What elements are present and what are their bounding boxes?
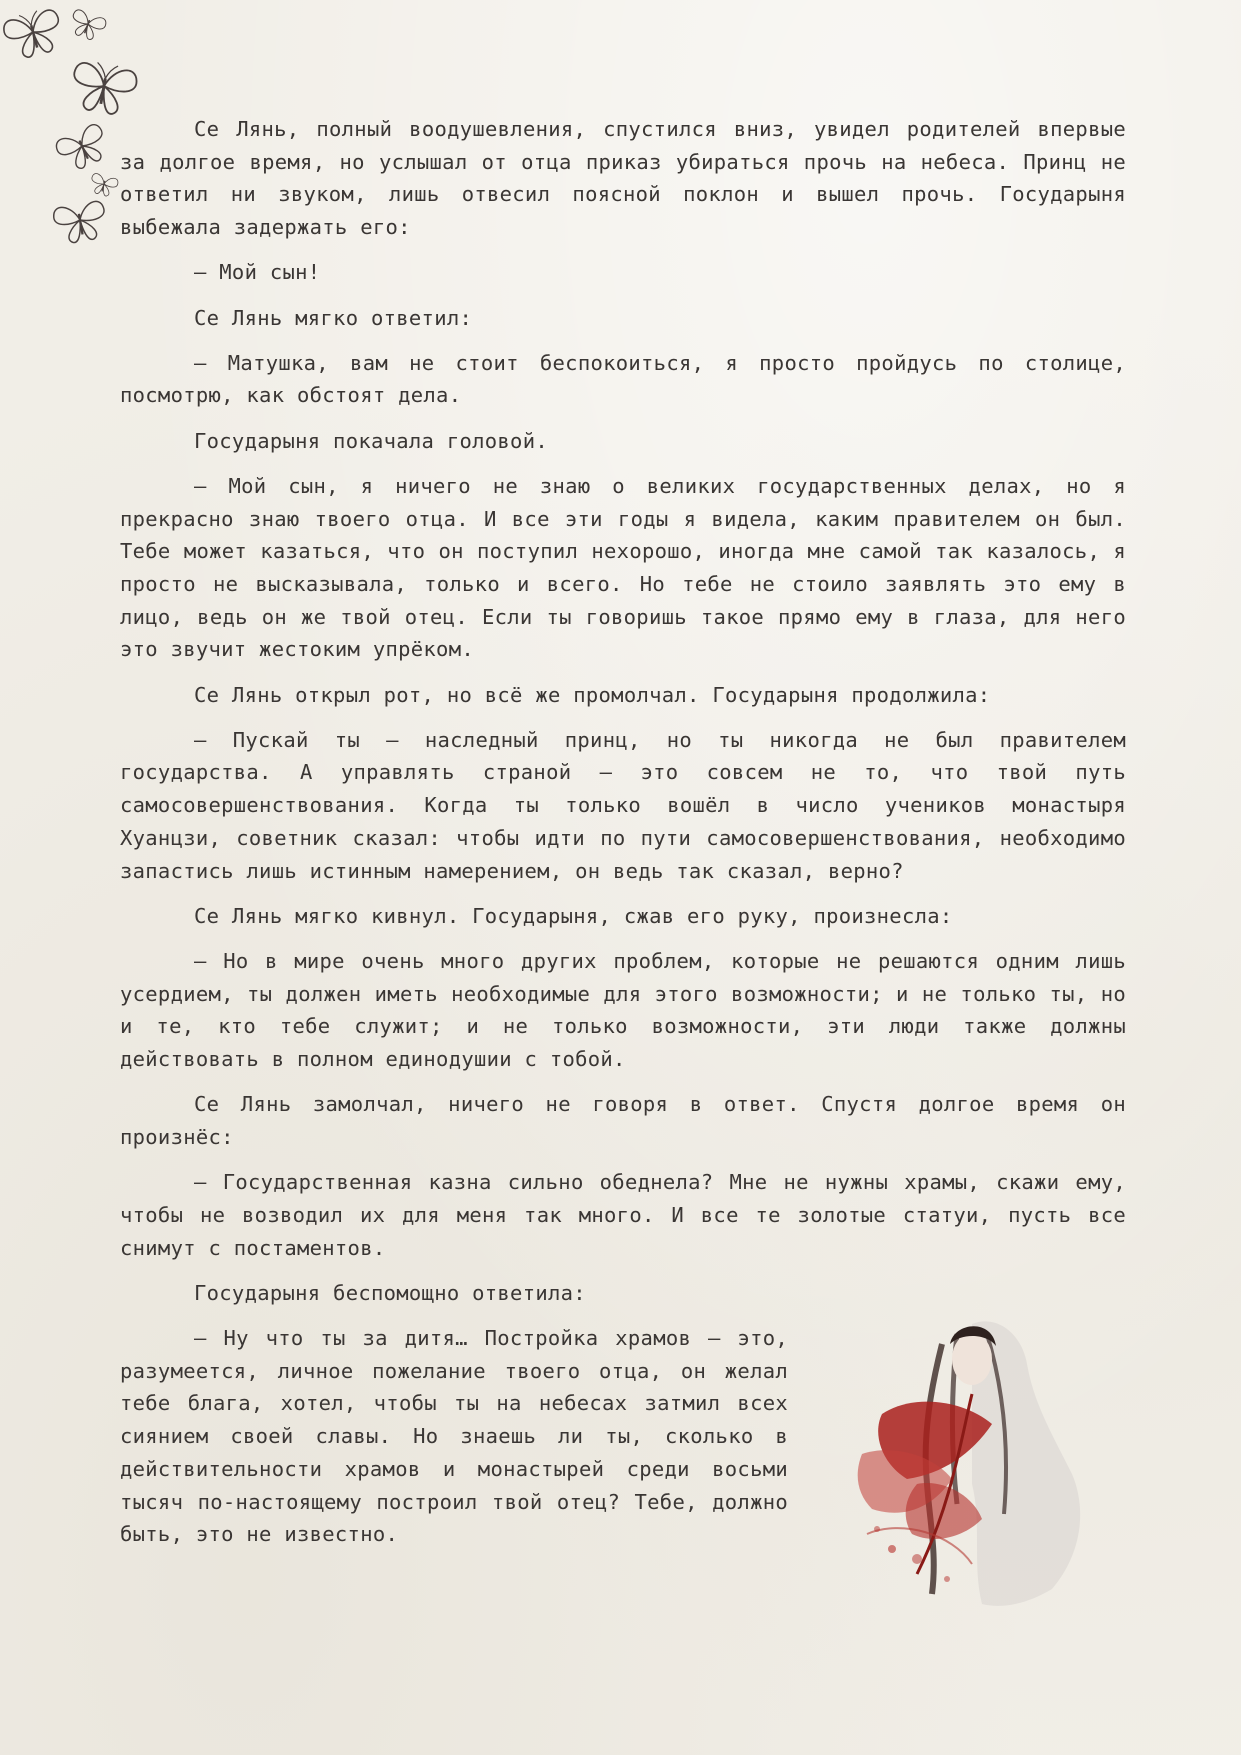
paragraph: — Но в мире очень много других проблем, которые не решаются одним лишь усердием, ты должен иметь необходимые для этого возможности; и не только ты, но и те, кто тебе служит; и не только возможности, эти люди также должны действовать в полном единодушии с тобой. [120,948,1126,1072]
butterfly-icon [67,8,107,43]
butterfly-icon [1,6,66,62]
paragraph: — Пускай ты — наследный принц, но ты никогда не был правителем государства. А управлять страной — это совсем не то, что твой путь самосовершенствования. Когда ты только вошёл в число учеников монастыря Хуанцзи, советник сказал: чтобы идти по пути самосовершенствования, необходимо запастись лишь истинным намерением, он ведь так сказал, верно? [120,727,1126,883]
butterfly-icon [88,173,119,199]
paragraph: — Мой сын! [194,260,321,285]
butterfly-icon [52,200,108,245]
paragraph: — Матушка, вам не стоит беспокоиться, я просто пройдусь по столице, посмотрю, как обстоят дела. [120,350,1126,408]
butterfly-icon [68,59,138,118]
paragraph: Се Лянь мягко кивнул. Государыня, сжав его руку, произнесла: [194,903,953,928]
paragraph: Се Лянь открыл рот, но всё же промолчал. Государыня продолжила: [194,682,991,707]
paragraph: — Мой сын, я ничего не знаю о великих государственных делах, но я прекрасно знаю твоего отца. И все эти годы я видела, каким правителем он был. Тебе может казаться, что он поступил нехорошо, иногда мне самой так казалось, я просто не высказывала, только и всего. Но тебе не стоило заявлять это ему в лицо, ведь он же твой отец. Если ты говоришь такое прямо ему в глаза, для него это звучит жестоким упрёком. [120,473,1126,662]
butterfly-icon [54,122,113,174]
paragraph: Се Лянь, полный воодушевления, спустился вниз, увидел родителей впервые за долгое время, но услышал от отца приказ убираться прочь на небеса. Принц не ответил ни звуком, лишь отвесил поясной поклон и вышел прочь. Государыня выбежала задержать его: [120,117,1126,240]
paragraph: — Ну что ты за дитя… Постройка храмов — это, разумеется, личное пожелание твоего отца, он желал тебе блага, хотел, чтобы ты на небесах затмил всех сиянием своей славы. Но знаешь ли ты, сколько в действительности храмов и монастырей среди восьми тысяч по-настоящему построил твой отец? Тебе, должно быть, это не известно. [120,1326,788,1547]
paragraph: Се Лянь замолчал, ничего не говоря в ответ. Спустя долгое время он произнёс: [120,1092,1126,1149]
paragraph: — Государственная казна сильно обеднела? Мне не нужны храмы, скажи ему, чтобы не возводил их для меня так много. И все те золотые статуи, пусть все снимут с постаментов. [120,1170,1126,1260]
character-illustration [822,1304,1122,1616]
paragraph: Се Лянь мягко ответил: [194,305,473,330]
paragraph: Государыня покачала головой. [194,428,548,453]
paragraph: Государыня беспомощно ответила: [194,1280,586,1305]
